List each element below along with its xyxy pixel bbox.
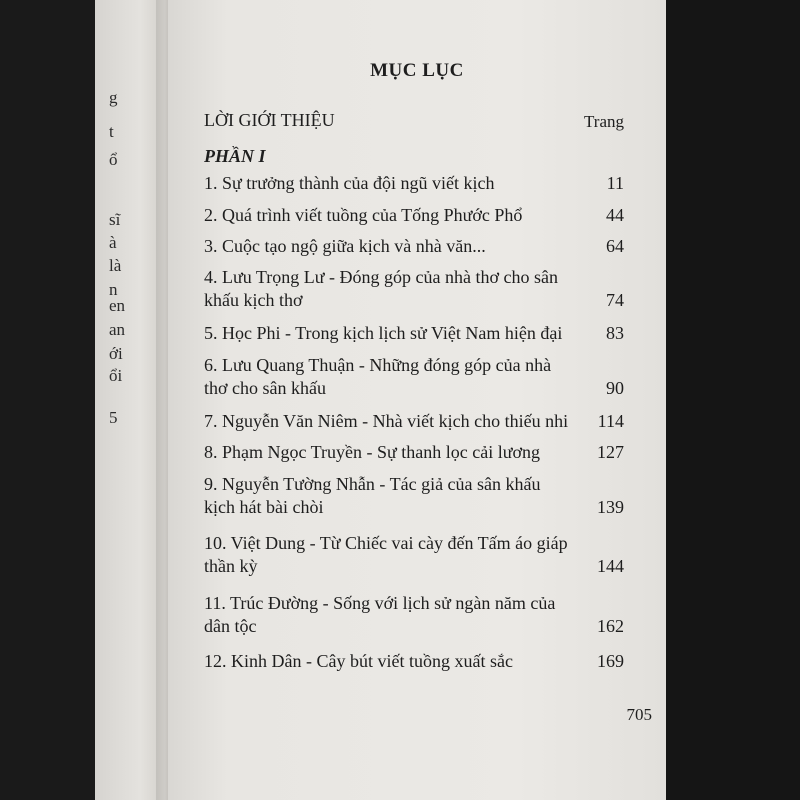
page-column-header: Trang xyxy=(584,112,624,131)
toc-entry-title: 12. Kinh Dân - Cây bút viết tuồng xuất sắc xyxy=(204,651,513,671)
toc-entry-title: 3. Cuộc tạo ngộ giữa kịch và nhà văn... xyxy=(204,236,486,256)
left-page-fragment: g xyxy=(109,88,118,107)
toc-intro: LỜI GIỚI THIỆU xyxy=(204,110,335,130)
toc-entry-title: 7. Nguyễn Văn Niêm - Nhà viết kịch cho thiếu nhi xyxy=(204,411,569,431)
toc-entry-page: 11 xyxy=(606,173,624,193)
toc-entry-page: 127 xyxy=(597,442,624,462)
toc-entry-page: 139 xyxy=(597,497,624,517)
toc-entry xyxy=(204,410,624,433)
toc-entry-page: 162 xyxy=(597,616,624,636)
toc-entry-page: 90 xyxy=(606,378,624,398)
page-title: MỤC LỤC xyxy=(370,60,464,81)
toc-entry xyxy=(204,532,624,578)
toc-entry-title: 8. Phạm Ngọc Truyền - Sự thanh lọc cải lương xyxy=(204,442,541,462)
toc-entry xyxy=(204,322,624,345)
toc-entry-title: 1. Sự trưởng thành của đội ngũ viết kịch xyxy=(204,173,495,193)
toc-entry-title: 10. Việt Dung - Từ Chiếc vai cày đến Tấm áo giáp thần kỳ xyxy=(204,533,568,576)
toc-entry xyxy=(204,592,624,638)
toc-entry-page: 83 xyxy=(606,323,624,343)
toc-entry-page: 114 xyxy=(597,411,624,431)
part-heading: PHẦN I xyxy=(204,146,266,166)
toc-entry-title: 6. Lưu Quang Thuận - Những đóng góp của nhà thơ cho sân khấu xyxy=(204,355,552,398)
toc-entry xyxy=(204,650,624,673)
toc-entry-page: 74 xyxy=(606,290,624,310)
left-page-fragment: à xyxy=(109,233,117,252)
left-page-fragment: en xyxy=(109,296,126,315)
toc-entry xyxy=(204,172,624,195)
toc-entry-title: 9. Nguyễn Tường Nhẫn - Tác giả của sân khấu kịch hát bài chòi xyxy=(204,474,541,517)
toc-entry-page: 64 xyxy=(606,236,624,256)
toc-entry-title: 4. Lưu Trọng Lư - Đóng góp của nhà thơ cho sân khấu kịch thơ xyxy=(204,267,558,310)
page-number: 705 xyxy=(626,705,652,724)
left-page-fragment: 5 xyxy=(109,408,118,427)
toc-entry-page: 144 xyxy=(597,556,624,576)
background-surface xyxy=(666,0,800,800)
toc-entry xyxy=(204,266,624,312)
toc-entry xyxy=(204,354,624,400)
toc-page xyxy=(168,0,666,800)
toc-entry xyxy=(204,473,624,519)
toc-entry xyxy=(204,235,624,258)
toc-entry-title: 5. Học Phi - Trong kịch lịch sử Việt Nam hiện đại xyxy=(204,323,563,343)
left-page-fragment: ổ xyxy=(109,150,118,169)
left-page-fragment: an xyxy=(109,320,126,339)
toc-entry-title: 2. Quá trình viết tuồng của Tống Phước Phổ xyxy=(204,205,523,225)
left-page-fragment: sĩ xyxy=(109,210,121,229)
toc-entry-title: 11. Trúc Đường - Sống với lịch sử ngàn năm của dân tộc xyxy=(204,593,556,636)
left-page-fragment: là xyxy=(109,256,122,275)
toc-entry xyxy=(204,441,624,464)
left-page-fragment: n xyxy=(109,280,118,299)
left-page-fragment: ới xyxy=(109,344,123,363)
left-page-fragment: ổi xyxy=(109,366,123,385)
toc-entry-page: 169 xyxy=(597,651,624,671)
toc-entry-page: 44 xyxy=(606,205,624,225)
toc-entry xyxy=(204,204,624,227)
left-page-fragment: t xyxy=(109,122,114,141)
